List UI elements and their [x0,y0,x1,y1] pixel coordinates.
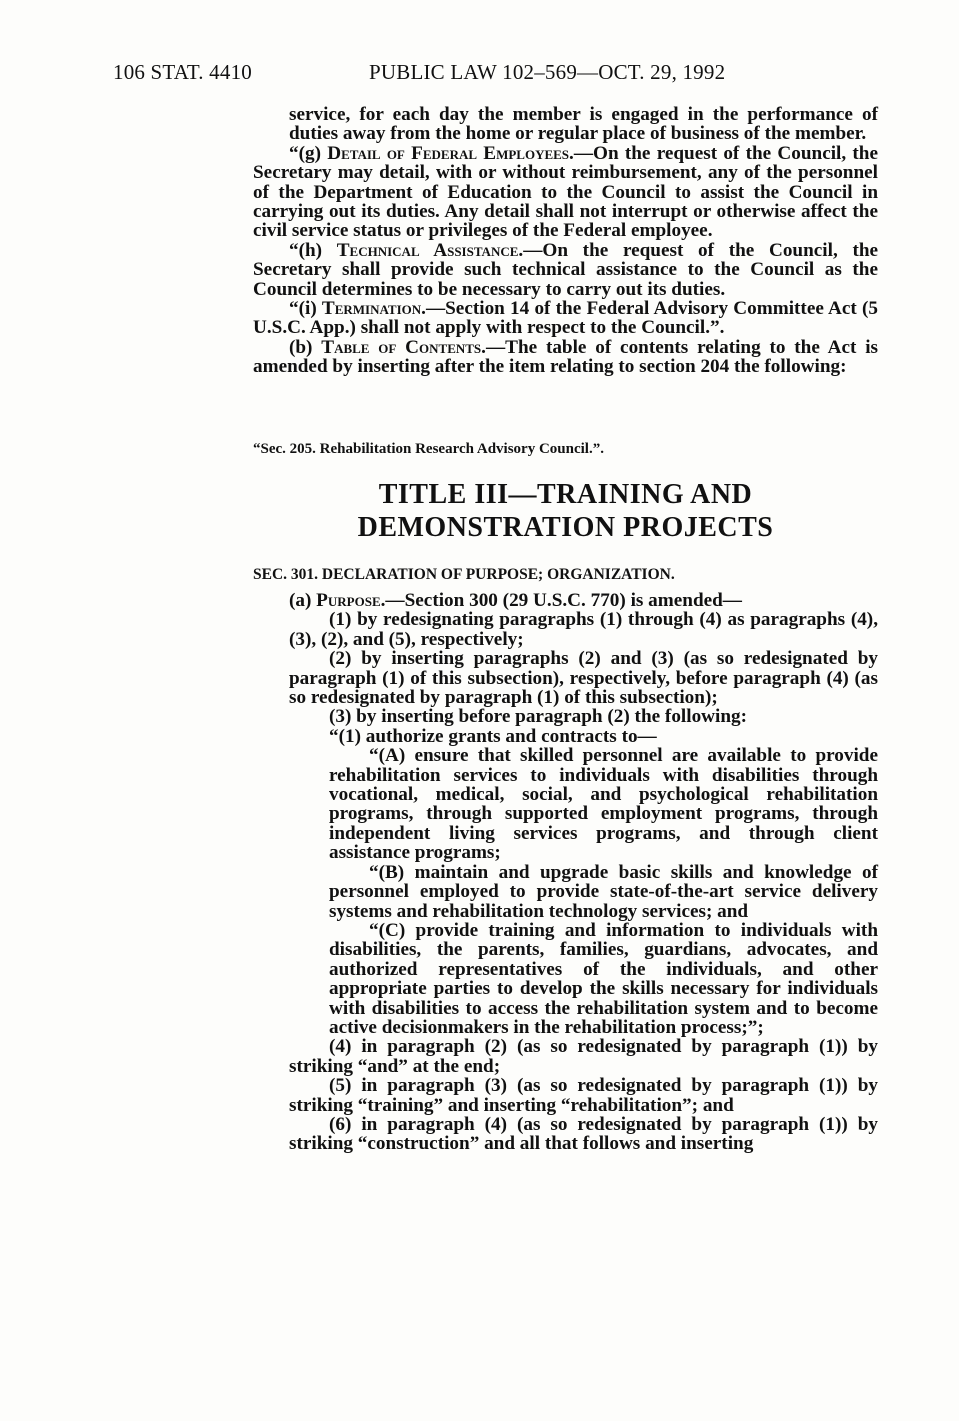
paragraph-h: “(h) Technical Assistance.—On the request of the Council, the Secretary shall provide such technical assistance to the Council as the Council determines to be necessary to carry out its duties. [253,239,879,300]
paragraph-b: (b) Table of Contents.—The table of contents relating to the Act is amended by inserting after the item relating to section 204 the following: [253,336,879,378]
heading-table-of-contents: Table of Contents [321,336,482,358]
paragraph-g: “(g) Detail of Federal Employees.—On the request of the Council, the Secretary may detail, with or without reimbursement, any of the personnel of the Department of Education to the Council to assist the Council in carrying out its duties. Any detail shall not interrupt or otherwise affect the civil service status or privileges of the Federal employee. [253,142,878,242]
title-line-2: DEMONSTRATION PROJECTS [357,512,774,543]
item-B: “(B) maintain and upgrade basic skills and knowledge of personnel employed to provide state-of-the-art service delivery systems and rehabilitation technology services; and [329,861,878,922]
paragraph-a: (a) Purpose.—Section 300 (29 U.S.C. 770) is amended— [289,590,742,611]
item-A: “(A) ensure that skilled personnel are available to provide rehabilitation services to individuals with disabilities through vocational, medical, social, and psychological rehabilitation programs, through supported employment programs, through independent living services programs, and through client assistance programs; [329,745,878,864]
paragraph-service: service, for each day the member is engaged in the performance of duties away from the home or regular place of business of the member. [289,104,878,145]
title-heading [253,478,878,544]
text-block-upper [253,105,878,377]
running-header: PUBLIC LAW 102–569—OCT. 29, 1992 [369,60,726,84]
toc-item: “Sec. 205. Rehabilitation Research Advisory Council.”. [253,441,604,457]
heading-termination: Termination [321,298,422,320]
item-3-1: “(1) authorize grants and contracts to— [329,725,657,747]
text-block-lower [253,591,878,1154]
section-heading: SEC. 301. DECLARATION OF PURPOSE; ORGANIZATION. [253,566,675,583]
item-1: (1) by redesignating paragraphs (1) through (4) as paragraphs (4), (3), (2), and (5), respectively; [289,609,878,650]
item-4: (4) in paragraph (2) (as so redesignated by paragraph (1)) by striking “and” at the end; [289,1036,878,1077]
page-number-header: 106 STAT. 4410 [113,60,252,84]
heading-purpose: Purpose [316,590,381,611]
item-2: (2) by inserting paragraphs (2) and (3) (as so redesignated by paragraph (1) of this subsection), respectively, before paragraph (4) (as so redesignated by paragraph (1) of this subsection); [289,648,878,709]
item-6: (6) in paragraph (4) (as so redesignated by paragraph (1)) by striking “construction” and all that follows and inserting [289,1113,878,1155]
heading-technical-assistance: Technical Assistance [336,239,519,261]
item-5: (5) in paragraph (3) (as so redesignated by paragraph (1)) by striking “training” and inserting “rehabilitation”; and [289,1075,878,1116]
item-C: “(C) provide training and information to individuals with disabilities, the parents, families, guardians, advocates, and authorized representatives of the individuals, and other appropriate parties to develop the skills necessary for individuals with disabilities to access the rehabilitation system and to become active decisionmakers in the rehabilitation process;”; [329,919,878,1038]
paragraph-i: “(i) Termination.—Section 14 of the Federal Advisory Committee Act (5 U.S.C. App.) shall not apply with respect to the Council.”. [253,298,878,339]
item-3: (3) by inserting before paragraph (2) the following: [329,706,748,728]
title-line-1: TITLE III—TRAINING AND [378,479,753,510]
heading-detail-federal-employees: Detail of Federal Employees [327,142,570,164]
